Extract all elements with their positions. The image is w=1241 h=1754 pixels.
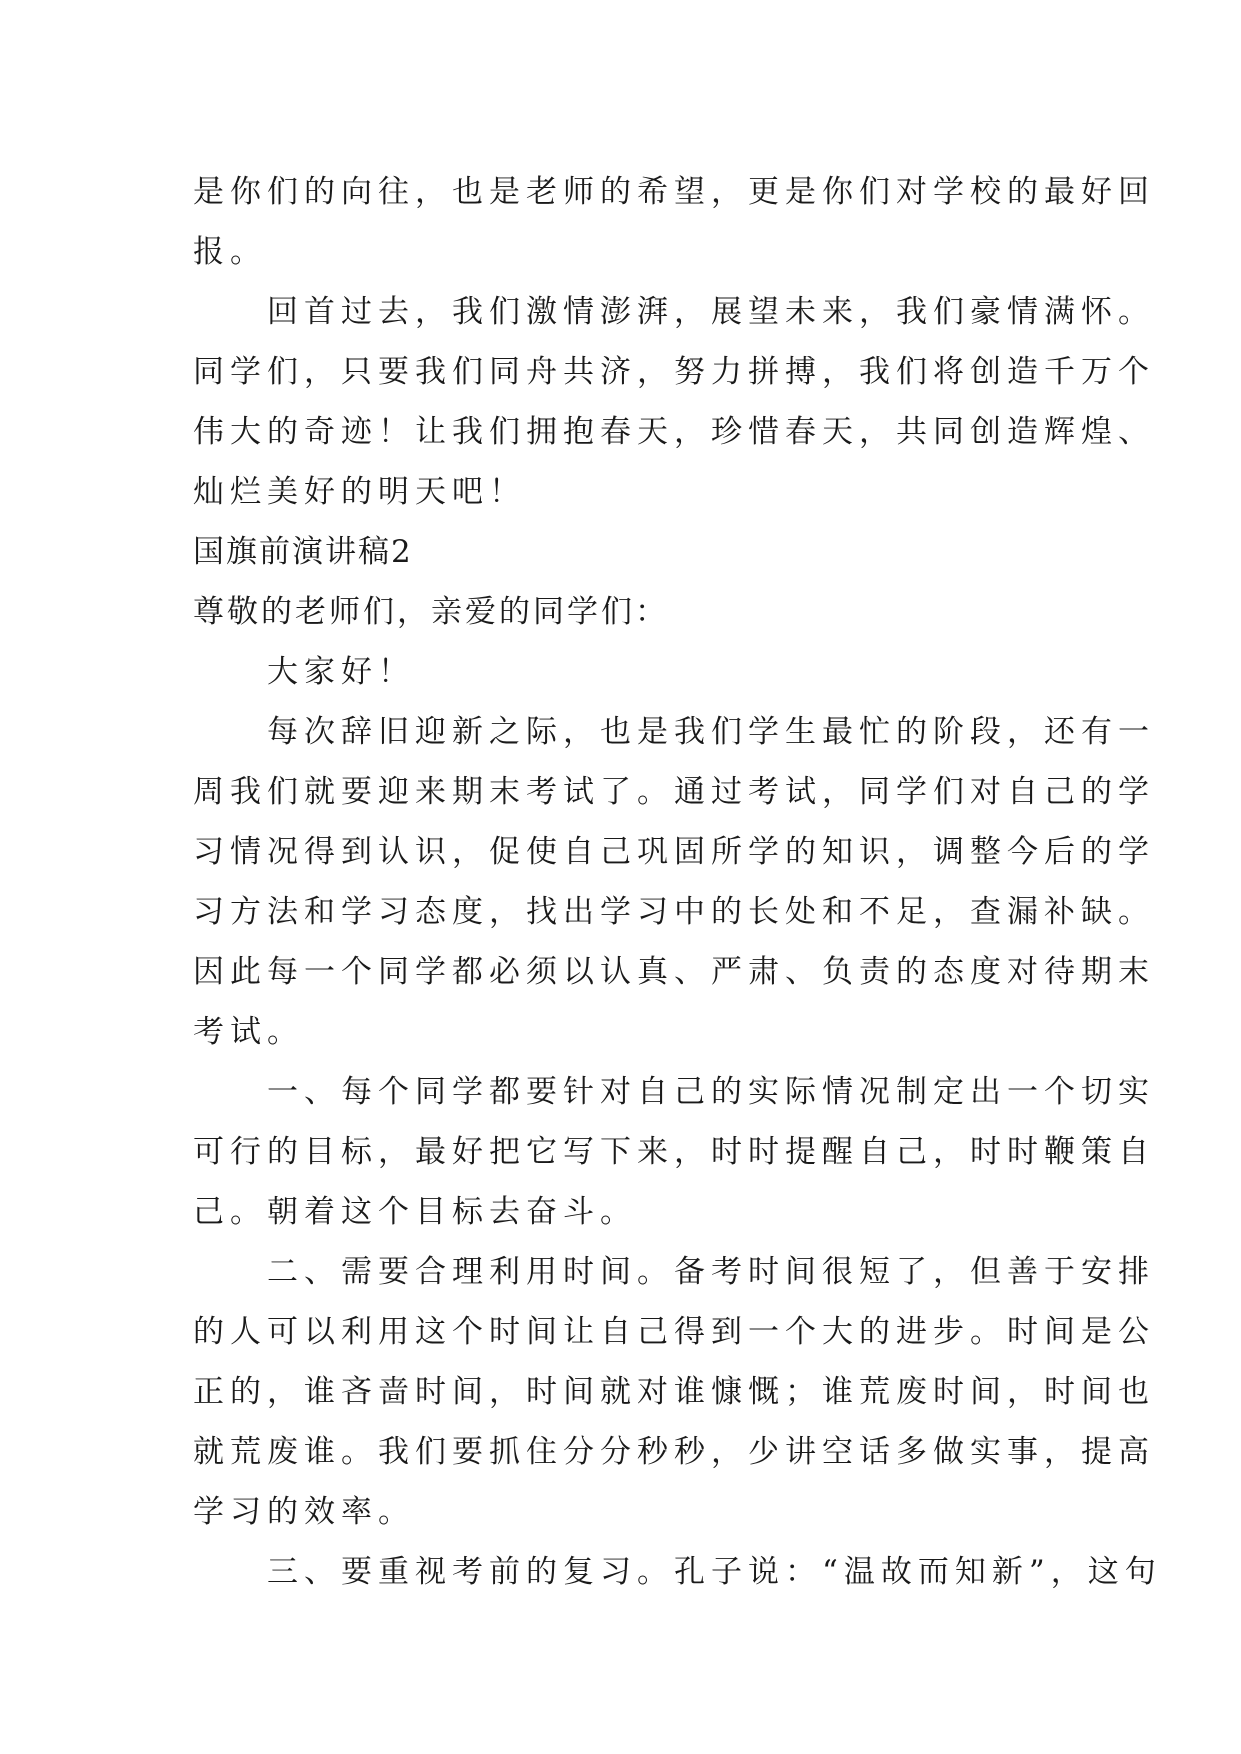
text-line: 己。朝着这个目标去奋斗。	[193, 1194, 637, 1230]
salutation: 尊敬的老师们，亲爱的同学们：	[193, 594, 669, 630]
text-line: 就荒废谁。我们要抓住分分秒秒，少讲空话多做实事，提高	[193, 1434, 1155, 1470]
text-line: 因此每一个同学都必须以认真、严肃、负责的态度对待期末	[193, 954, 1155, 990]
section-title: 国旗前演讲稿2	[193, 534, 413, 570]
text-line: 学习的效率。	[193, 1494, 415, 1530]
text-line: 每次辞旧迎新之际，也是我们学生最忙的阶段，还有一	[193, 714, 1155, 750]
text-line: 灿烂美好的明天吧！	[193, 474, 526, 510]
text-line: 一、每个同学都要针对自己的实际情况制定出一个切实	[193, 1074, 1155, 1110]
text-line: 周我们就要迎来期末考试了。通过考试，同学们对自己的学	[193, 774, 1155, 810]
text-line: 可行的目标，最好把它写下来，时时提醒自己，时时鞭策自	[193, 1134, 1155, 1170]
text-line: 正的，谁吝啬时间，时间就对谁慷慨；谁荒废时间，时间也	[193, 1374, 1155, 1410]
text-line: 考试。	[193, 1014, 304, 1050]
text-line: 大家好！	[193, 654, 415, 690]
document-body	[193, 162, 1162, 1602]
text-line: 是你们的向往，也是老师的希望，更是你们对学校的最好回	[193, 174, 1155, 210]
text-line: 习方法和学习态度，找出学习中的长处和不足，查漏补缺。	[193, 894, 1155, 930]
text-line: 二、需要合理利用时间。备考时间很短了，但善于安排	[193, 1254, 1155, 1290]
text-line: 的人可以利用这个时间让自己得到一个大的进步。时间是公	[193, 1314, 1155, 1350]
text-line: 伟大的奇迹！让我们拥抱春天，珍惜春天，共同创造辉煌、	[193, 414, 1155, 450]
text-line: 报。	[193, 234, 267, 270]
text-line: 三、要重视考前的复习。孔子说：“温故而知新”，这句	[193, 1554, 1162, 1590]
text-line: 回首过去，我们激情澎湃，展望未来，我们豪情满怀。	[193, 294, 1155, 330]
text-line: 习情况得到认识，促使自己巩固所学的知识，调整今后的学	[193, 834, 1155, 870]
text-line: 同学们，只要我们同舟共济，努力拼搏，我们将创造千万个	[193, 354, 1155, 390]
